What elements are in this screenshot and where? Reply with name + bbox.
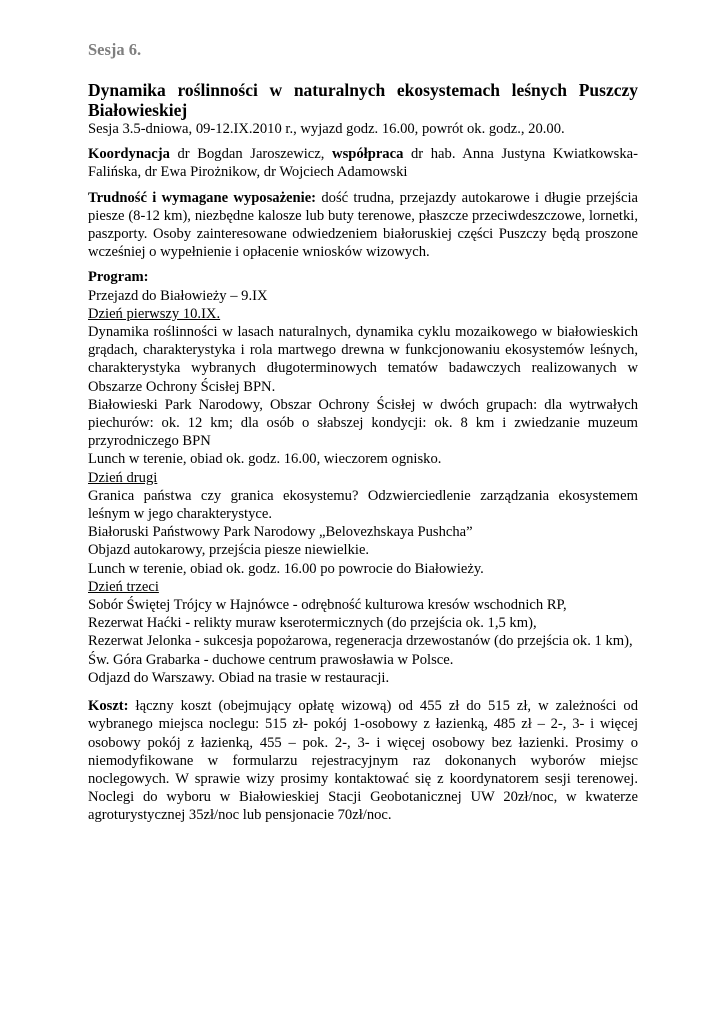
coordination-paragraph xyxy=(88,145,638,181)
coordination-text: dr Bogdan Jaroszewicz, xyxy=(169,146,333,163)
cost-label: Koszt: xyxy=(88,698,129,715)
day1-paragraph: Białowieski Park Narodowy, Obszar Ochrony Ścisłej w dwóch grupach: dla wytrwałych piechurów: ok. 12 km; dla osób o słabszej kondycji: ok. 8 km i zwiedzanie muzeum przyrodniczego BPN xyxy=(88,396,638,450)
difficulty-text: dość trudna, przejazdy autokarowe i długie przejścia piesze (8-12 km), niezbędne kalosze lub buty terenowe, płaszcze przeciwdeszczowe, lornetki, paszporty. Osoby zainteresowane odwiedzeniem białoruskiej części Puszczy będą proszone wcześniej o wypełnienie i opłacenie wniosków wizowych. xyxy=(88,189,638,261)
cooperation-text: dr hab. Anna Justyna Kwiatkowska-Falińska, dr Ewa Pirożnikow, dr Wojciech Adamowski xyxy=(88,146,638,181)
day3-paragraph: Rezerwat Haćki - relikty muraw kserotermicznych (do przejścia ok. 1,5 km), xyxy=(88,615,537,632)
day2-paragraph: Lunch w terenie, obiad ok. godz. 16.00 po powrocie do Białowieży. xyxy=(88,560,484,577)
session-label: Sesja 6. xyxy=(88,40,142,59)
difficulty-label: Trudność i wymagane wyposażenie: xyxy=(88,189,317,206)
day3-paragraph: Rezerwat Jelonka - sukcesja popożarowa, regeneracja drzewostanów (do przejścia ok. 1 km), xyxy=(88,633,633,650)
day3-paragraph: Sobór Świętej Trójcy w Hajnówce - odrębność kulturowa kresów wschodnich RP, xyxy=(88,597,567,614)
program-label-text: Program: xyxy=(88,269,149,286)
program-label xyxy=(88,268,638,286)
day1-paragraph: Dynamika roślinności w lasach naturalnych, dynamika cyklu mozaikowego w białowieskich grądach, charakterystyka i rola martwego drewna w funkcjonowaniu ekosystemów leśnych, charakterystyka wybranych długoterminowych tematów badawczych realizowanych w Obszarze Ochrony Ścisłej BPN. xyxy=(88,324,638,395)
day3-heading: Dzień trzeci xyxy=(88,578,159,595)
cost-paragraph xyxy=(88,697,638,824)
day3-paragraph: Św. Góra Grabarka - duchowe centrum prawosławia w Polsce. xyxy=(88,651,454,668)
day3-paragraph: Odjazd do Warszawy. Obiad na trasie w restauracji. xyxy=(88,669,390,686)
day2-paragraph: Białoruski Państwowy Park Narodowy „Belovezhskaya Pushcha” xyxy=(88,524,473,541)
session-meta: Sesja 3.5-dniowa, 09-12.IX.2010 r., wyjazd godz. 16.00, powrót ok. godz., 20.00. xyxy=(88,121,565,137)
day1-heading: Dzień pierwszy 10.IX. xyxy=(88,305,221,322)
day2-paragraph: Objazd autokarowy, przejścia piesze niewielkie. xyxy=(88,542,370,559)
document-title: Dynamika roślinności w naturalnych ekosystemach leśnych Puszczy Białowieskiej xyxy=(88,80,638,120)
day2-paragraph: Granica państwa czy granica ekosystemu? Odzwierciedlenie zarządzania ekosystemem leśnym w jego charakterystyce. xyxy=(88,487,638,523)
cost-text: łączny koszt (obejmujący opłatę wizową) od 455 zł do 515 zł, w zależności od wybranego miejsca noclegu: 515 zł- pokój 1-osobowy z łazienką, 485 zł – 2-, 3- i więcej osobowy pokój z łazienką, 455 – pok. 2-, 3- i więcej osobowy bez łazienki. Prosimy o niemodyfikowane w formularzu rejestracyjnym raz dokonanych wyborów miejsc noclegowych. W sprawie wizy prosimy kontaktować się z koordynatorem sesji terenowej. Noclegi do wyboru w Białowieskiej Stacji Geobotanicznej UW 20zł/noc, w kwaterze agroturystycznej 35zł/noc lub pensjonacie 70zł/noc. xyxy=(88,698,638,824)
cooperation-label: współpraca xyxy=(332,146,404,163)
difficulty-paragraph xyxy=(88,189,638,262)
coordination-label: Koordynacja xyxy=(88,146,170,163)
program-arrival: Przejazd do Białowieży – 9.IX xyxy=(88,287,268,304)
day1-paragraph: Lunch w terenie, obiad ok. godz. 16.00, wieczorem ognisko. xyxy=(88,451,442,468)
day2-heading: Dzień drugi xyxy=(88,469,158,486)
